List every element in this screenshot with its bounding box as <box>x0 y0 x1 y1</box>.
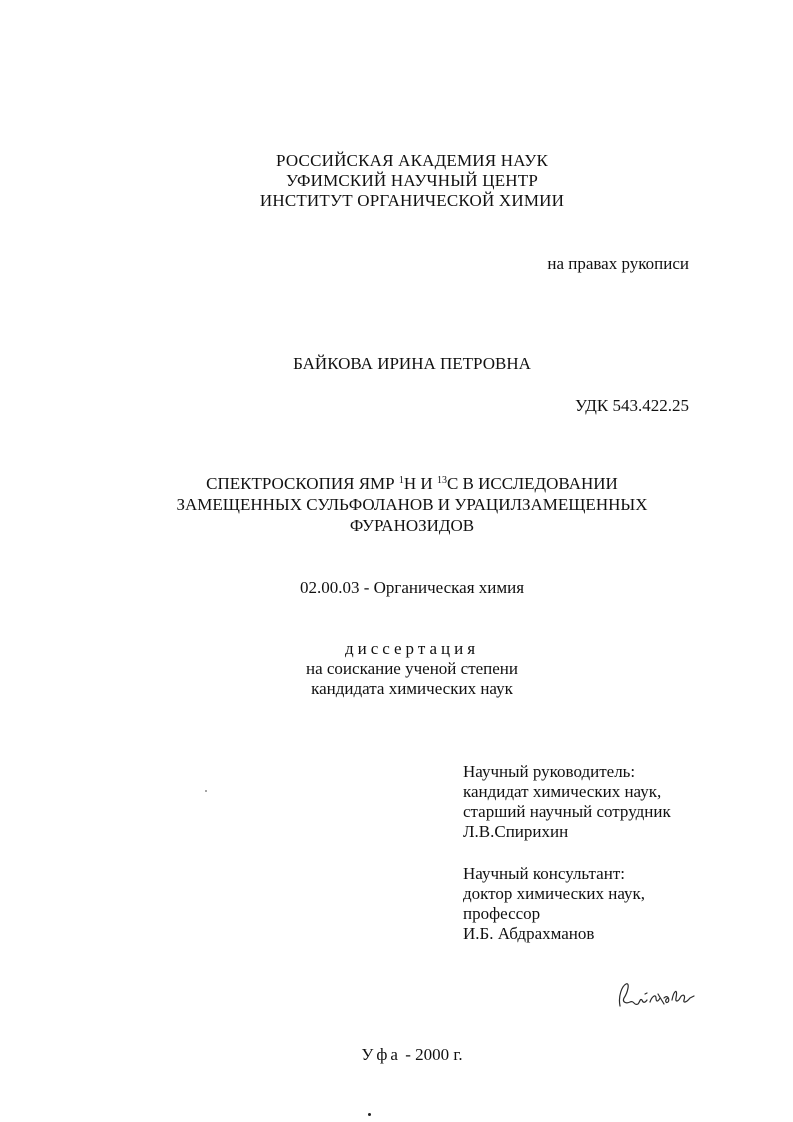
title-line-1 <box>0 474 793 494</box>
scan-speck <box>205 790 207 792</box>
city-name: Уфа <box>361 1045 401 1064</box>
scan-dot <box>368 1113 371 1116</box>
science-center-name: УФИМСКИЙ НАУЧНЫЙ ЦЕНТР <box>285 171 539 190</box>
year: 2000 г. <box>415 1045 463 1064</box>
title-line-2: ЗАМЕЩЕННЫХ СУЛЬФОЛАНОВ И УРАЦИЛЗАМЕЩЕННЫХ <box>176 495 648 514</box>
title-sup-1: 1 <box>398 475 404 486</box>
consultant-label: Научный консультант: <box>463 864 625 883</box>
institute-name: ИНСТИТУТ ОРГАНИЧЕСКОЙ ХИМИИ <box>259 191 565 210</box>
supervisor-degree: кандидат химических наук, <box>463 782 662 801</box>
city-year-separator: - <box>400 1045 416 1064</box>
title-text-3: С В ИССЛЕДОВАНИИ <box>446 474 618 493</box>
degree-field: кандидата химических наук <box>311 679 513 698</box>
handwritten-signature <box>612 976 696 1016</box>
title-text-1: СПЕКТРОСКОПИЯ ЯМР <box>206 474 399 493</box>
title-text-2: Н И <box>403 474 437 493</box>
degree-purpose: на соискание ученой степени <box>305 659 519 678</box>
academy-name: РОССИЙСКАЯ АКАДЕМИЯ НАУК <box>275 151 548 170</box>
supervisor-position: старший научный сотрудник <box>463 802 671 821</box>
degree-type: диссертация <box>344 639 480 658</box>
supervisor-name: Л.В.Спирихин <box>463 822 569 841</box>
title-sup-13: 13 <box>436 475 447 486</box>
consultant-position: профессор <box>463 904 541 923</box>
specialty-code: 02.00.03 - Органическая химия <box>299 578 525 597</box>
supervisor-label: Научный руководитель: <box>463 762 636 781</box>
udc-code: УДК 543.422.25 <box>574 396 689 415</box>
city-year <box>0 1045 793 1065</box>
manuscript-rights-note: на правах рукописи <box>547 254 689 273</box>
consultant-degree: доктор химических наук, <box>463 884 646 903</box>
title-line-3: ФУРАНОЗИДОВ <box>349 516 475 535</box>
consultant-name: И.Б. Абдрахманов <box>463 924 595 943</box>
author-name: БАЙКОВА ИРИНА ПЕТРОВНА <box>293 354 531 373</box>
